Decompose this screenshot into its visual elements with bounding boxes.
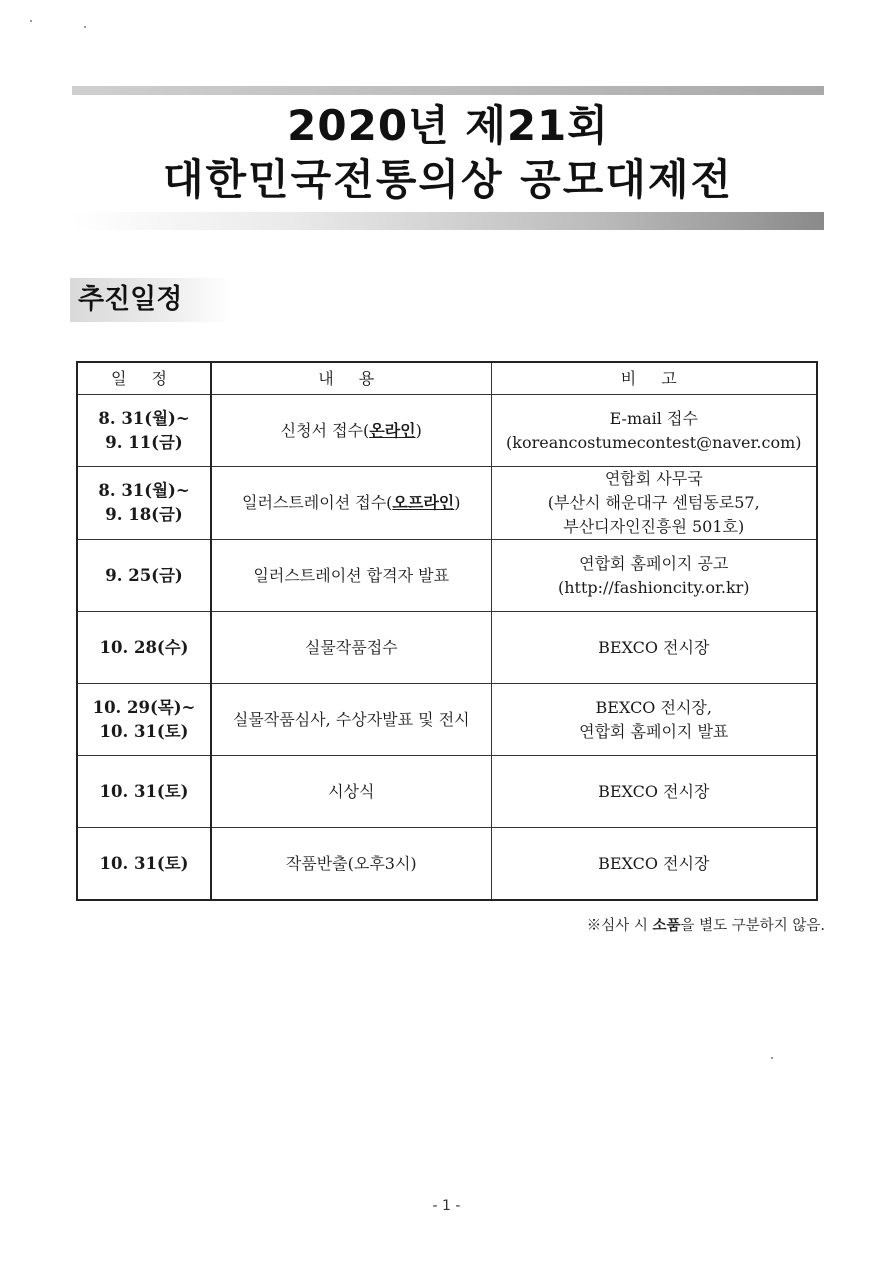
date-cell: 9. 25(금) (77, 540, 211, 612)
table-row (77, 540, 817, 612)
content-cell: 일러스트레이션 접수(오프라인) (211, 467, 491, 540)
content-cell: 실물작품심사, 수상자발표 및 전시 (211, 684, 491, 756)
content-cell: 신청서 접수(온라인) (211, 395, 491, 467)
note-cell: BEXCO 전시장 (491, 828, 817, 901)
table-row (77, 684, 817, 756)
date-cell: 8. 31(월)~ 9. 11(금) (77, 395, 211, 467)
date-cell: 8. 31(월)~ 9. 18(금) (77, 467, 211, 540)
note-cell: E-mail 접수 (koreancostumecontest@naver.com) (491, 395, 817, 467)
header-note: 비 고 (491, 362, 817, 395)
email-address: (koreancostumecontest@naver.com) (506, 432, 802, 452)
date-cell: 10. 29(목)~ 10. 31(토) (77, 684, 211, 756)
table-row (77, 828, 817, 901)
scan-speck (84, 26, 86, 28)
note-cell: BEXCO 전시장 (491, 756, 817, 828)
online-emphasis: 온라인 (369, 420, 416, 440)
section-heading-text: 추진일정 (78, 284, 183, 315)
table-row (77, 395, 817, 467)
header-date: 일 정 (77, 362, 211, 395)
title-top-rule (72, 86, 824, 95)
schedule-table (76, 361, 818, 901)
scan-speck (771, 1057, 773, 1059)
scan-speck (30, 20, 32, 22)
section-heading (70, 278, 230, 322)
table-row (77, 612, 817, 684)
page-title-line-2: 대한민국전통의상 공모대제전 (162, 155, 734, 204)
note-cell: BEXCO 전시장 (491, 612, 817, 684)
content-cell: 작품반출(오후3시) (211, 828, 491, 901)
page-number: - 1 - (432, 1198, 461, 1214)
header-content: 내 용 (211, 362, 491, 395)
content-cell: 일러스트레이션 합격자 발표 (211, 540, 491, 612)
offline-emphasis: 오프라인 (392, 493, 455, 512)
footnote: ※심사 시 소품을 별도 구분하지 않음. (586, 917, 825, 934)
table-row (77, 756, 817, 828)
footnote-emphasis: 소품 (652, 917, 681, 934)
content-cell: 실물작품접수 (211, 612, 491, 684)
date-cell: 10. 31(토) (77, 756, 211, 828)
content-cell: 시상식 (211, 756, 491, 828)
date-cell: 10. 28(수) (77, 612, 211, 684)
note-cell: 연합회 홈페이지 공고 (http://fashioncity.or.kr) (491, 540, 817, 612)
homepage-url: (http://fashioncity.or.kr) (557, 577, 750, 597)
note-cell: BEXCO 전시장, 연합회 홈페이지 발표 (491, 684, 817, 756)
page-title-line-1: 2020년 제21회 (287, 101, 609, 150)
note-cell: 연합회 사무국 (부산시 해운대구 센텀동로57, 부산디자인진흥원 501호) (491, 467, 817, 540)
date-cell: 10. 31(토) (77, 828, 211, 901)
table-header-row (77, 362, 817, 395)
title-bottom-rule (72, 212, 824, 230)
table-row (77, 467, 817, 540)
